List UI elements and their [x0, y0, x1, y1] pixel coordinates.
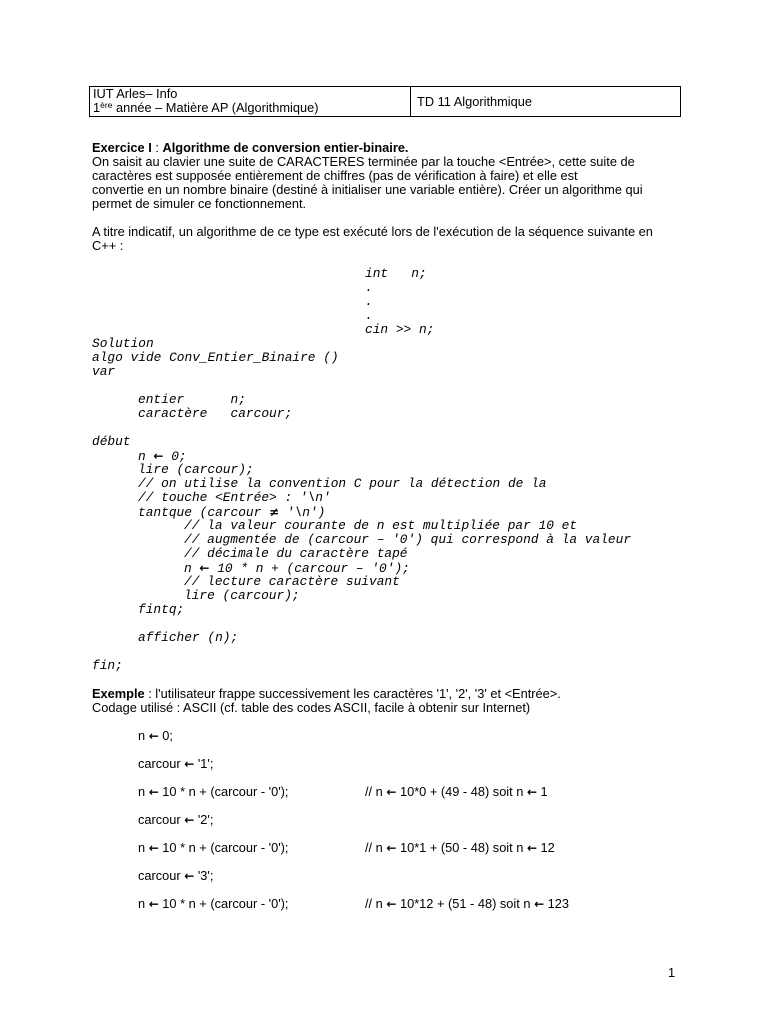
step-instruction: n ← 10 * n + (carcour - '0');: [138, 784, 289, 799]
example-step-row: [92, 897, 732, 911]
step-comment: // n ← 10*1 + (50 - 48) soit n ← 12: [365, 840, 555, 855]
example-intro-line: [92, 687, 732, 701]
code-comment: // touche <Entrée> : '\n': [138, 490, 331, 505]
page-number: 1: [668, 965, 676, 980]
step-instruction: carcour ← '1';: [138, 756, 214, 771]
encoding-note: Codage utilisé : ASCII (cf. table des codes ASCII, facile à obtenir sur Internet): [92, 700, 531, 715]
code-line: lire (carcour);: [138, 462, 254, 477]
left-arrow-icon: ←: [148, 729, 159, 743]
left-arrow-icon: ←: [386, 897, 397, 911]
left-arrow-icon: ←: [526, 841, 537, 855]
course-label: [93, 101, 410, 115]
left-arrow-icon: ←: [386, 785, 397, 799]
left-arrow-icon: ←: [184, 869, 195, 883]
declaration-line: entier n;: [138, 392, 246, 407]
year-suffix: ère: [100, 99, 113, 110]
end-keyword: fin;: [92, 658, 123, 673]
indication-line: C++ :: [92, 238, 124, 253]
output-line: afficher (n);: [138, 630, 239, 645]
example-label: Exemple: [92, 686, 145, 701]
cpp-code-line: .: [365, 294, 373, 309]
example-step-row: [92, 785, 732, 799]
left-arrow-icon: ←: [148, 841, 159, 855]
cpp-code-line: cin >> n;: [365, 322, 435, 337]
code-line: n ← 0;: [138, 449, 187, 464]
header-table: [89, 86, 681, 117]
indication-line: A titre indicatif, un algorithme de ce type est exécuté lors de l'exécution de la séquence suivante en: [92, 224, 653, 239]
statement-line: convertie en un nombre binaire (destiné à initialiser une variable entière). Créer un algorithme qui: [92, 182, 643, 197]
code-line: n ← 10 * n + (carcour – '0');: [184, 561, 410, 576]
exercise-heading: [92, 141, 732, 155]
exercise-label: Exercice I: [92, 140, 152, 155]
algo-signature: algo vide Conv_Entier_Binaire (): [92, 350, 339, 365]
example-step-row: [92, 841, 732, 855]
cpp-code-line: int n;: [365, 266, 427, 281]
course-name: année – Matière AP (Algorithmique): [112, 99, 319, 115]
example-step-row: [92, 869, 732, 883]
left-arrow-icon: ←: [148, 785, 159, 799]
statement-line: caractères est supposée entièrement de chiffres (pas de vérification à faire) et elle est: [92, 168, 578, 183]
code-comment: // augmentée de (carcour – '0') qui correspond à la valeur: [184, 532, 632, 547]
var-keyword: var: [92, 364, 116, 379]
example-step-row: [92, 729, 732, 743]
exercise-title: Algorithme de conversion entier-binaire.: [162, 140, 409, 155]
statement-line: permet de simuler ce fonctionnement.: [92, 196, 307, 211]
td-title: TD 11 Algorithmique: [417, 94, 532, 109]
year-number: 1: [93, 99, 101, 115]
step-instruction: n ← 0;: [138, 728, 173, 743]
code-comment: // décimale du caractère tapé: [184, 546, 408, 561]
document-body: [92, 141, 732, 911]
left-arrow-icon: ←: [184, 757, 195, 771]
left-arrow-icon: ←: [386, 841, 397, 855]
begin-keyword: début: [92, 434, 131, 449]
exercise-separator: :: [151, 140, 163, 155]
left-arrow-icon: ←: [526, 785, 537, 799]
example-step-row: [92, 757, 732, 771]
left-arrow-icon: ←: [148, 897, 159, 911]
step-comment: // n ← 10*12 + (51 - 48) soit n ← 123: [365, 896, 570, 911]
code-line: lire (carcour);: [184, 588, 300, 603]
statement-line: On saisit au clavier une suite de CARACTERES terminée par la touche <Entrée>, cette suite de: [92, 154, 635, 169]
left-arrow-icon: ←: [153, 449, 164, 463]
institution-label: IUT Arles– Info: [93, 86, 178, 101]
header-right-cell: [411, 87, 680, 116]
cpp-code-line: .: [365, 280, 373, 295]
solution-label: Solution: [92, 336, 154, 351]
step-instruction: n ← 10 * n + (carcour - '0');: [138, 896, 289, 911]
left-arrow-icon: ←: [184, 813, 195, 827]
code-comment: // la valeur courante de n est multipliée par 10 et: [184, 518, 578, 533]
step-instruction: carcour ← '2';: [138, 812, 214, 827]
example-intro-text: : l'utilisateur frappe successivement les caractères '1', '2', '3' et <Entrée>.: [144, 686, 561, 701]
declaration-line: caractère carcour;: [138, 406, 293, 421]
cpp-code-line: .: [365, 308, 373, 323]
left-arrow-icon: ←: [199, 561, 210, 575]
step-instruction: n ← 10 * n + (carcour - '0');: [138, 840, 289, 855]
left-arrow-icon: ←: [534, 897, 545, 911]
code-line: fintq;: [138, 602, 185, 617]
code-comment: // on utilise la convention C pour la détection de la: [138, 476, 547, 491]
header-left-cell: [90, 87, 411, 116]
example-step-row: [92, 813, 732, 827]
not-equal-sign: ≠: [269, 505, 280, 519]
code-line: tantque (carcour ≠ '\n'): [138, 505, 326, 520]
code-comment: // lecture caractère suivant: [184, 574, 400, 589]
step-comment: // n ← 10*0 + (49 - 48) soit n ← 1: [365, 784, 548, 799]
step-instruction: carcour ← '3';: [138, 868, 214, 883]
